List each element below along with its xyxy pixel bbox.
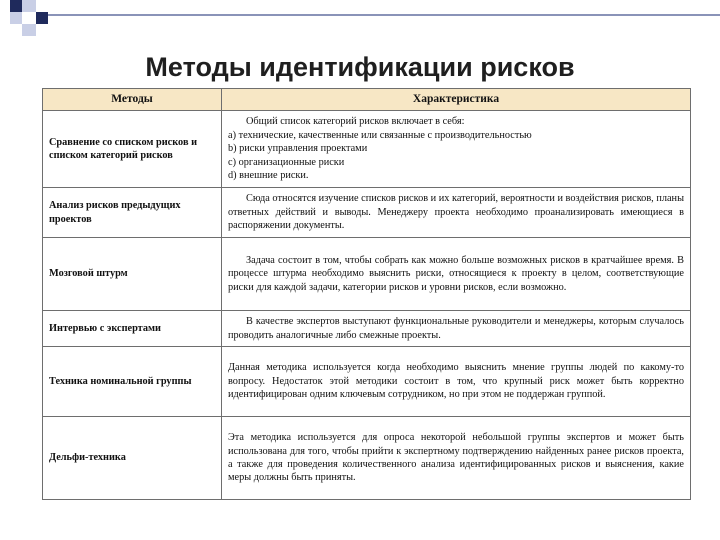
decor-square-light-1 — [22, 0, 36, 12]
decor-square-light-2 — [10, 12, 22, 24]
table-row — [43, 417, 691, 500]
description-line: Общий список категорий рисков включает в себя: — [246, 116, 465, 128]
method-cell: Дельфи-техника — [43, 417, 222, 500]
description-cell: В качестве экспертов выступают функциональные руководители и менеджеры, которым случалось проводить аналогичные либо смежные проекты. — [222, 311, 691, 347]
decor-square-light-3 — [22, 24, 36, 36]
method-cell: Техника номинальной группы — [43, 347, 222, 417]
method-cell: Интервью с экспертами — [43, 311, 222, 347]
decor-square-dark-1 — [10, 0, 22, 12]
method-cell: Мозговой штурм — [43, 238, 222, 311]
decor-top-rule — [48, 14, 720, 16]
method-cell: Сравнение со списком рисков и списком категорий рисков — [43, 111, 222, 188]
table-header-row — [43, 89, 691, 111]
description-cell: Сюда относятся изучение списков рисков и их категорий, вероятности и воздействия рисков, планы ответных действий и выводы. Менеджеру проекта необходимо проанализировать имеющиеся в распоряжении документы. — [222, 188, 691, 238]
description-cell: Эта методика используется для опроса некоторой небольшой группы экспертов и может быть использована для того, чтобы прийти к экспертному подтверждению найденных ранее рисков проекта, а также для проведения количественного анализа идентифицированных рисков и выяснения, какие меры должны быть приняты. — [222, 417, 691, 500]
header-characteristic: Характеристика — [222, 89, 691, 111]
page-title: Методы идентификации рисков — [145, 52, 575, 82]
table-row — [43, 111, 691, 188]
table-row — [43, 188, 691, 238]
table-row — [43, 238, 691, 311]
methods-table — [42, 88, 691, 500]
header-methods: Методы — [43, 89, 222, 111]
description-line: c) организационные риски — [228, 156, 345, 168]
description-cell: Данная методика используется когда необходимо выяснить мнение группы людей по какому-то вопросу. Недостаток этой методики состоит в том, что крупный риск может быть корректно идентифицирован одним ключевым сотрудником, но при этом не поддержан группой. — [222, 347, 691, 417]
description-line: d) внешние риски. — [228, 170, 309, 182]
description-cell: Задача состоит в том, чтобы собрать как можно больше возможных рисков в кратчайшее время. В процессе штурма необходимо выяснить риски, относящиеся к проекту в целом, соответствующие риски для каждой задачи, категории рисков и уровни рисков, если возможно. — [222, 238, 691, 311]
description-cell — [222, 111, 691, 188]
method-cell: Анализ рисков предыдущих проектов — [43, 188, 222, 238]
description-line: b) риски управления проектами — [228, 143, 368, 155]
decor-square-dark-2 — [36, 12, 48, 24]
table-row — [43, 311, 691, 347]
description-line: a) технические, качественные или связанные с производительностью — [228, 129, 532, 141]
table-row — [43, 347, 691, 417]
